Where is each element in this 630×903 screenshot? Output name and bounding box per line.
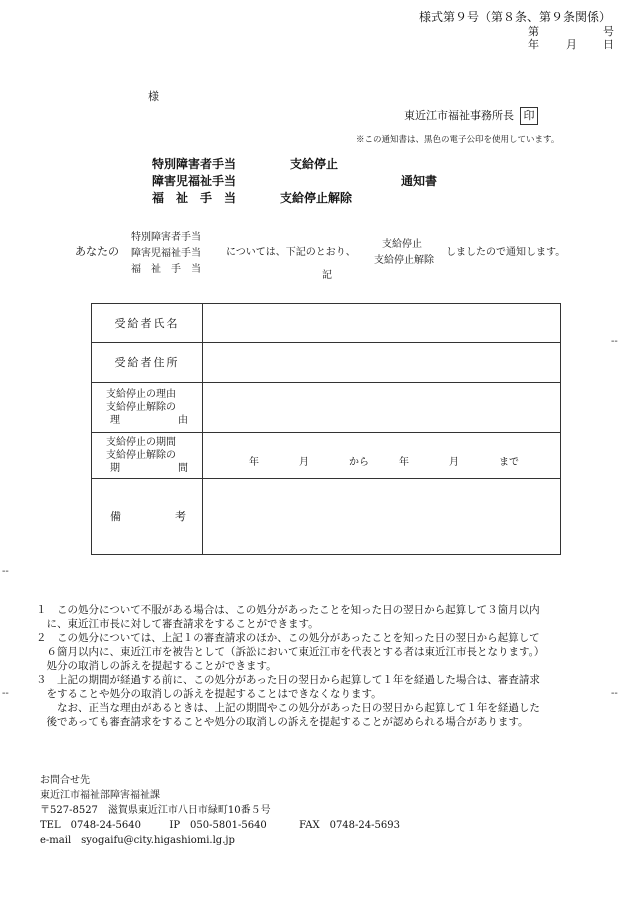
title-action-stop: 支給停止 bbox=[290, 157, 339, 171]
body-action-release: 支給停止解除 bbox=[374, 255, 434, 266]
body-action-stop: 支給停止 bbox=[382, 239, 422, 250]
label-remarks: 備 考 bbox=[92, 479, 203, 555]
period-made: まで bbox=[499, 457, 519, 468]
fold-mark-left-upper: -- bbox=[2, 566, 9, 577]
contact-fax: FAX 0748-24-5693 bbox=[299, 820, 400, 831]
table-row-name bbox=[92, 304, 561, 343]
value-period bbox=[203, 433, 561, 479]
body-prefix: あなたの bbox=[75, 245, 119, 258]
note-line: １ この処分について不服がある場合は、この処分があったことを知った日の翌日から起算して３箇月以内 bbox=[36, 604, 540, 616]
period-month-1: 月 bbox=[299, 457, 309, 468]
note-line: をすることや処分の取消しの訴えを提起することはできなくなります。 bbox=[36, 688, 382, 700]
period-month-2: 月 bbox=[449, 457, 459, 468]
title-allowance-3: 福 祉 手 当 bbox=[152, 191, 237, 205]
contact-address: 〒527-8527 滋賀県東近江市八日市緑町10番５号 bbox=[40, 805, 271, 816]
note-line: に、東近江市長に対して審査請求をすることができます。 bbox=[36, 618, 319, 630]
title-allowance-2: 障害児福祉手当 bbox=[152, 174, 237, 188]
label-recipient-name: 受給者氏名 bbox=[92, 304, 203, 343]
document-number-dai: 第 bbox=[528, 25, 539, 38]
seal-note: ※この通知書は、黒色の電子公印を使用しています。 bbox=[356, 135, 560, 145]
contact-dept: 東近江市福祉部障害福祉課 bbox=[40, 790, 160, 801]
table-row-remarks bbox=[92, 479, 561, 555]
period-kara: から bbox=[349, 457, 369, 468]
body-middle: については、下記のとおり、 bbox=[226, 247, 356, 258]
title-allowance-1: 特別障害者手当 bbox=[152, 157, 237, 171]
fold-mark-right-lower: -- bbox=[611, 688, 618, 699]
addressee-sama: 様 bbox=[148, 90, 159, 103]
note-line: ６箇月以内に、東近江市を被告として（訴訟において東近江市を代表とする者は東近江市長となります。） bbox=[36, 646, 545, 658]
value-reason bbox=[203, 383, 561, 433]
value-remarks bbox=[203, 479, 561, 555]
ki-heading: 記 bbox=[322, 270, 332, 281]
sender-name bbox=[404, 107, 538, 125]
contact-heading: お問合せ先 bbox=[40, 775, 90, 786]
document-number-go: 号 bbox=[603, 25, 614, 38]
table-row-address bbox=[92, 343, 561, 383]
date-year: 年 bbox=[528, 38, 539, 51]
label-reason: 支給停止の理由 支給停止解除の 理 由 bbox=[92, 383, 203, 433]
period-year-1: 年 bbox=[249, 457, 259, 468]
contact-block bbox=[40, 773, 400, 848]
contact-tel: TEL 0748-24-5640 bbox=[40, 820, 141, 831]
table-row-reason bbox=[92, 383, 561, 433]
date-month: 月 bbox=[566, 38, 577, 51]
table-row-period bbox=[92, 433, 561, 479]
title-action-release: 支給停止解除 bbox=[280, 191, 353, 205]
contact-ip: IP 050-5801-5640 bbox=[169, 820, 267, 831]
fold-mark-right-upper: -- bbox=[611, 336, 618, 347]
value-recipient-address bbox=[203, 343, 561, 383]
official-seal: 印 bbox=[520, 107, 538, 125]
label-period: 支給停止の期間 支給停止解除の 期 間 bbox=[92, 433, 203, 479]
body-allowance-3: 福 祉 手 当 bbox=[131, 264, 201, 275]
note-line: なお、正当な理由があるときは、上記の期間やこの処分があった日の翌日から起算して１年を経過した bbox=[36, 702, 540, 714]
sender-name-text: 東近江市福祉事務所長 bbox=[404, 109, 514, 122]
label-recipient-address: 受給者住所 bbox=[92, 343, 203, 383]
body-suffix: しましたので通知します。 bbox=[446, 247, 566, 258]
note-line: ２ この処分については、上記１の審査請求のほか、この処分があったことを知った日の翌日から起算して bbox=[36, 632, 540, 644]
note-line: 後であっても審査請求をすることや処分の取消しの訴えを提起することが認められる場合があります。 bbox=[36, 716, 529, 728]
contact-phones bbox=[40, 818, 400, 833]
date-day: 日 bbox=[603, 38, 614, 51]
body-allowance-2: 障害児福祉手当 bbox=[131, 248, 201, 259]
fold-mark-left-lower: -- bbox=[2, 688, 9, 699]
body-allowance-1: 特別障害者手当 bbox=[131, 232, 201, 243]
form-number: 様式第９号（第８条、第９条関係） bbox=[419, 10, 612, 24]
note-line: ３ 上記の期間が経過する前に、この処分があった日の翌日から起算して１年を経過した場合は、審査請求 bbox=[36, 674, 540, 686]
title-suffix: 通知書 bbox=[401, 174, 438, 188]
note-line: 処分の取消しの訴えを提起することができます。 bbox=[36, 660, 277, 672]
notes-block bbox=[36, 603, 596, 729]
value-recipient-name bbox=[203, 304, 561, 343]
form-table bbox=[91, 303, 561, 555]
period-year-2: 年 bbox=[399, 457, 409, 468]
contact-email: e-mail syogaifu@city.higashiomi.lg.jp bbox=[40, 835, 235, 846]
